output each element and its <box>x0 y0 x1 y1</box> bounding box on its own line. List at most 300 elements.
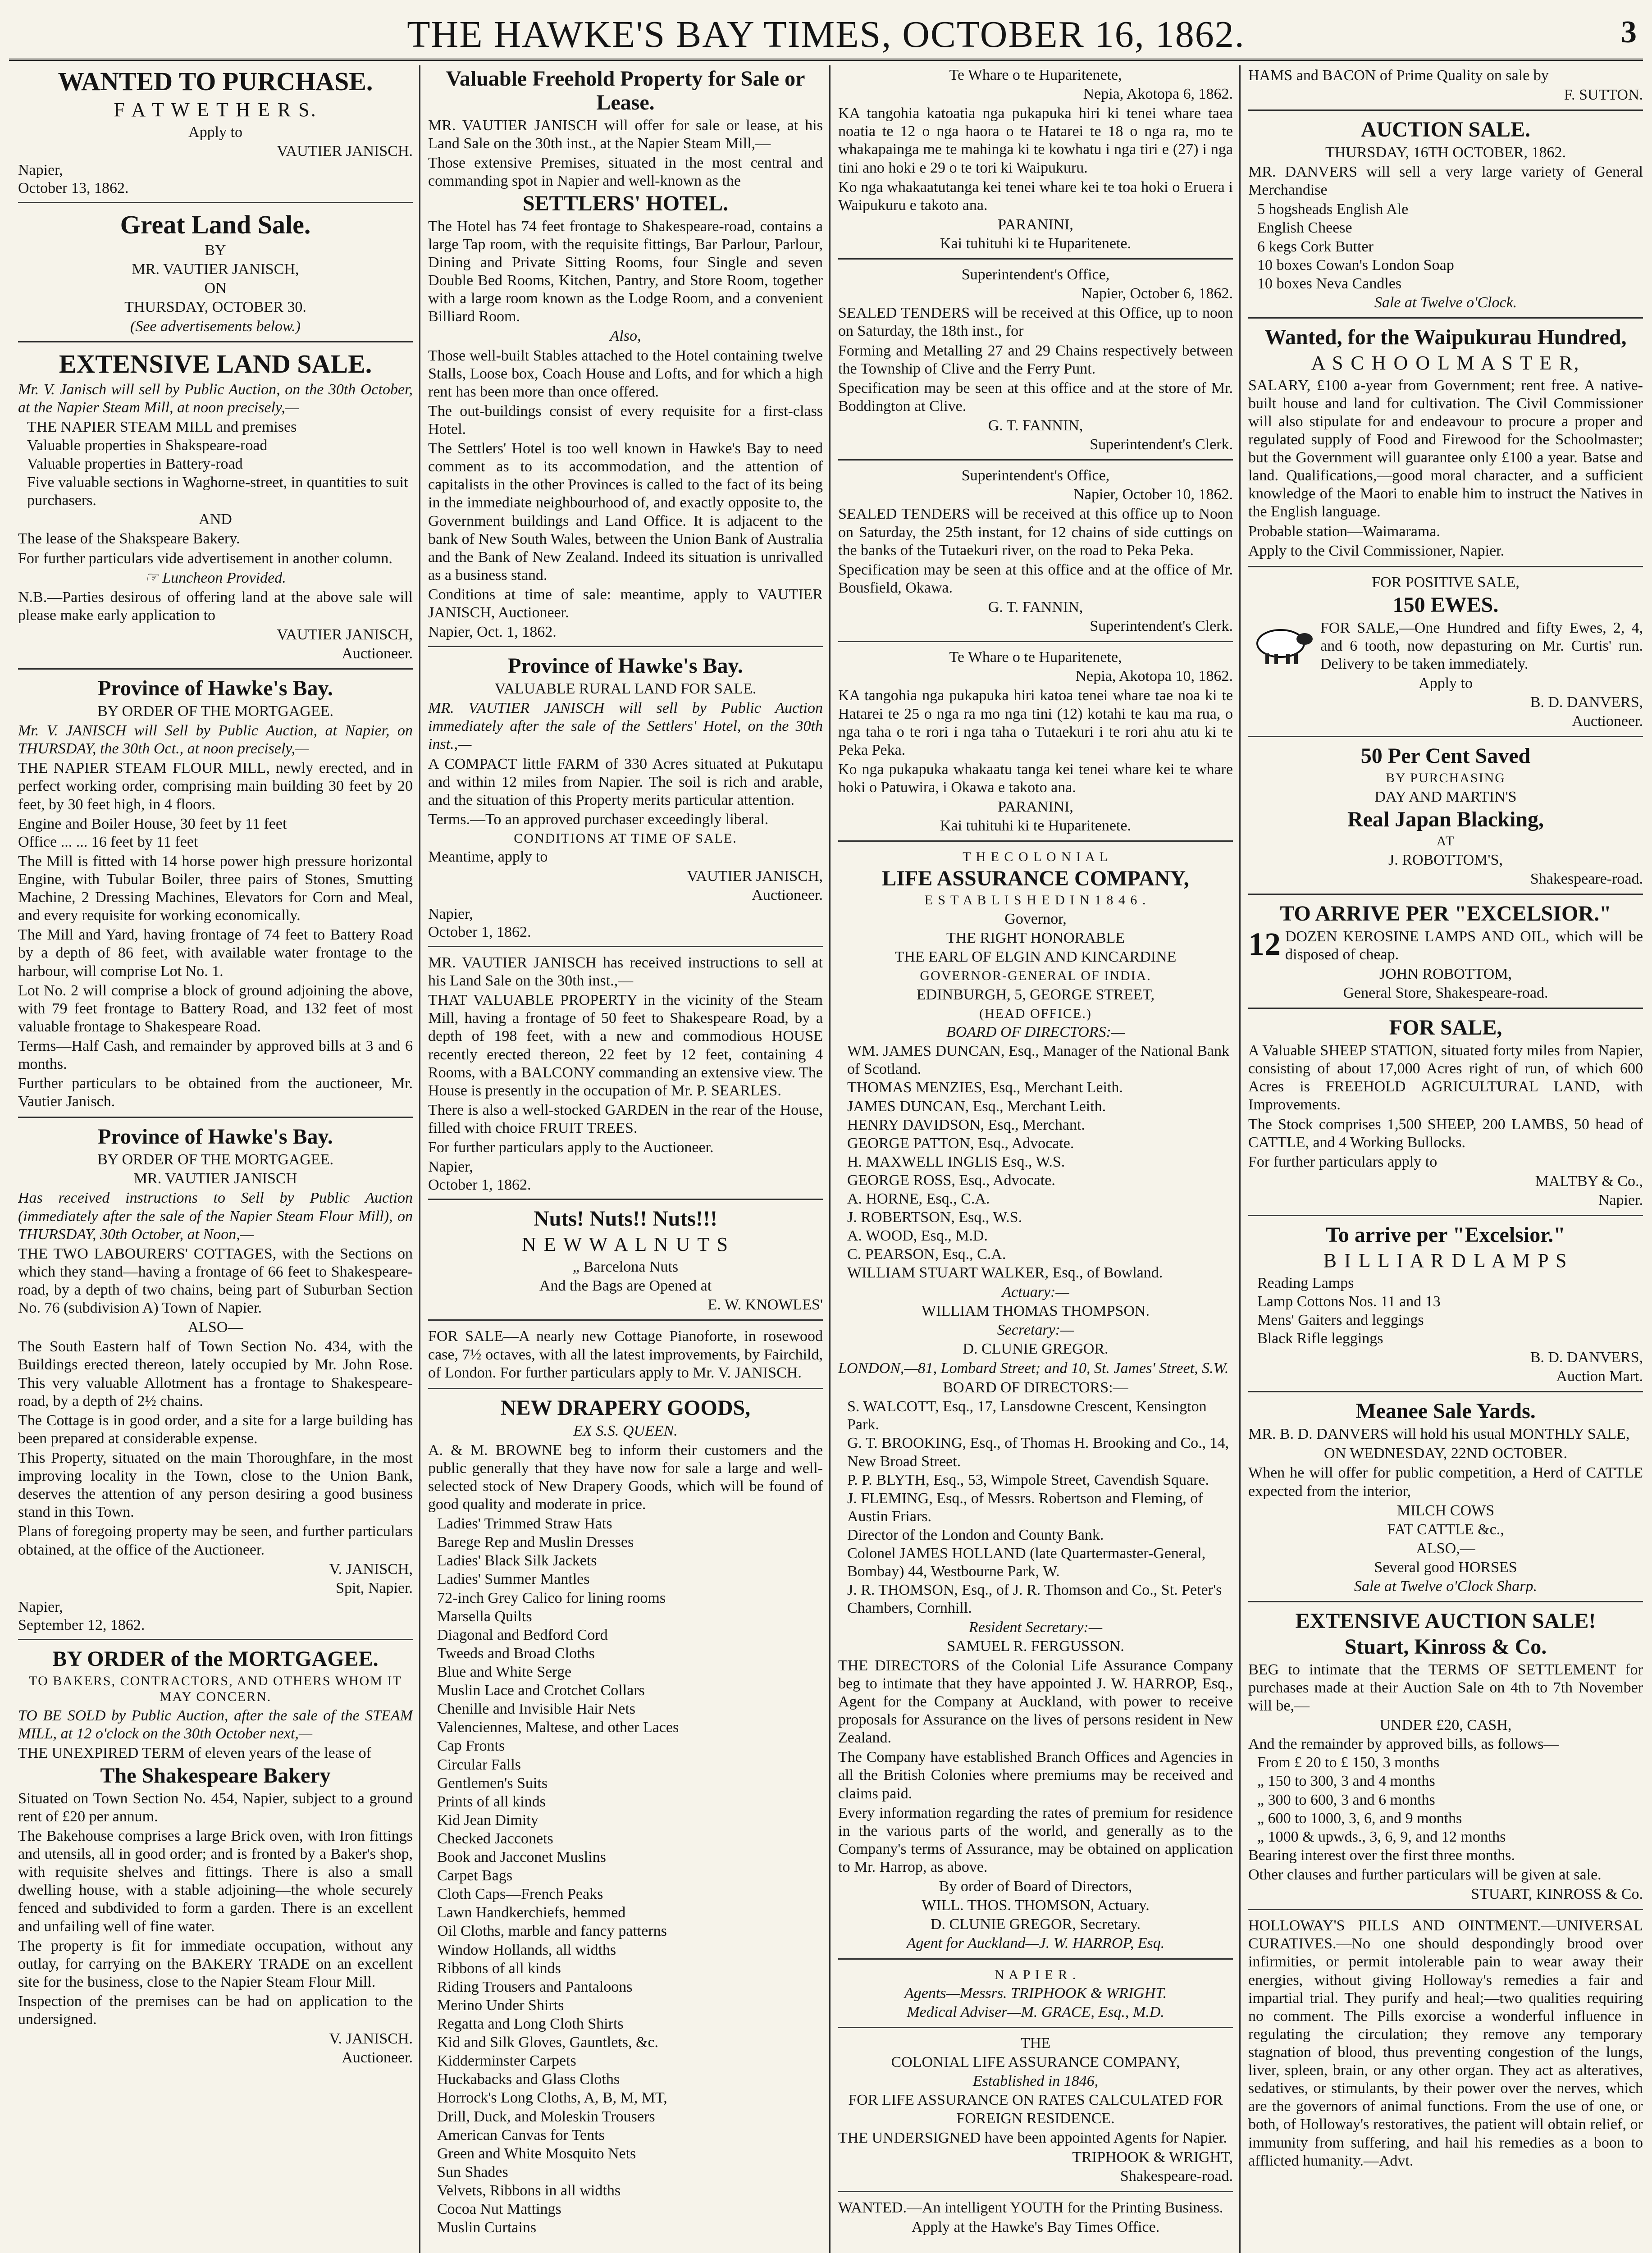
ad-text: MILCH COWS <box>1396 1502 1495 1519</box>
ad-text: Apply to <box>188 123 242 141</box>
ad-text: THE TWO LABOURERS' COTTAGES, with the Sections on which they stand—having a frontage of 66 feet to Shakespeare-road, by a depth of two chains, being part of Suburban Section No. 76 (subdivision A) Town of Napier. <box>18 1245 413 1317</box>
list-item: 6 kegs Cork Butter <box>1257 238 1374 255</box>
ad-heading: WANTED TO PURCHASE. <box>58 67 373 96</box>
ad-signature: STUART, KINROSS & Co. <box>1471 1886 1643 1903</box>
list-item: Valuable properties in Battery-road <box>27 456 243 472</box>
ad-signature: MALTBY & Co., <box>1535 1172 1643 1190</box>
ad-date: THURSDAY, OCTOBER 30. <box>124 299 306 316</box>
ad-text: DOZEN KEROSINE LAMPS AND OIL, which will be disposed of cheap. <box>1285 928 1643 963</box>
ad-text: Lot No. 2 will comprise a block of ground adjoining the above, with 79 feet frontage to Battery Road, and 132 feet of most valuable frontage to Shakespeare Road. <box>18 982 413 1035</box>
ad-role: Spit, Napier. <box>336 1579 413 1596</box>
ad-colonial-life <box>838 847 1233 1959</box>
ad-text: Apply at the Hawke's Bay Times Office. <box>911 2219 1160 2236</box>
list-item: 72-inch Grey Calico for lining rooms <box>437 1589 666 1606</box>
list-item: Five valuable sections in Waghorne-street, in quantities to suit purchasers. <box>27 474 408 509</box>
list-item: Window Hollands, all widths <box>437 1941 616 1958</box>
ad-text: HAMS and BACON of Prime Quality on sale by <box>1248 67 1549 84</box>
ad-date: October 13, 1862. <box>18 180 129 197</box>
ad-date: October 1, 1862. <box>428 1177 531 1194</box>
ad-role: Auctioneer. <box>342 2049 413 2066</box>
ad-ewes <box>1248 573 1643 738</box>
ad-list <box>1248 1274 1643 1348</box>
list-item: Riding Trousers and Pantaloons <box>437 1978 633 1995</box>
list-item: Director of the London and County Bank. <box>847 1527 1104 1544</box>
ad-subheading: FOR POSITIVE SALE, <box>1372 574 1520 591</box>
ad-text: Situated on Town Section No. 454, Napier, subject to a ground rent of £20 per annum. <box>18 1790 413 1825</box>
ad-subheading: TO BAKERS, CONTRACTORS, AND OTHERS WHOM IT MAY CONCERN. <box>29 1673 402 1705</box>
ad-role: Auctioneer. <box>752 886 823 903</box>
ad-text: ON <box>204 280 227 297</box>
list-item: G. T. BROOKING, Esq., of Thomas H. Brooking and Co., 14, New Broad Street. <box>847 1435 1229 1470</box>
ad-napier-agents <box>838 1965 1233 2029</box>
ad-text: E S T A B L I S H E D I N 1 8 4 6 . <box>924 893 1147 908</box>
ad-text: The out-buildings consist of every requisite for a first-class Hotel. <box>428 402 823 438</box>
ad-signature: F. SUTTON. <box>1564 87 1643 104</box>
ad-date: Napier, Oct. 1, 1862. <box>428 624 557 641</box>
ad-heading: Meanee Sale Yards. <box>1355 1399 1536 1423</box>
list-item: Checked Jacconets <box>437 1830 553 1847</box>
ad-text: For further particulars apply to <box>1248 1153 1438 1170</box>
ad-excelsior-lamps <box>1248 900 1643 1009</box>
ad-text: Bearing interest over the first three months. <box>1248 1847 1515 1864</box>
ad-signature: PARANINI, <box>998 798 1073 816</box>
ad-date: THURSDAY, 16TH OCTOBER, 1862. <box>1325 144 1566 161</box>
list-item: JAMES DUNCAN, Esq., Merchant Leith. <box>847 1098 1106 1115</box>
ad-place: Napier, <box>18 1598 63 1615</box>
page-number: 3 <box>1621 15 1637 50</box>
ad-text: SAMUEL R. FERGUSSON. <box>947 1637 1124 1655</box>
ad-text: TO BE SOLD by Public Auction, after the sale of the STEAM MILL, at 12 o'clock on the 30th October next,— <box>18 1707 413 1742</box>
ad-piano <box>428 1326 823 1389</box>
ad-text: D. CLUNIE GREGOR. <box>963 1340 1109 1357</box>
list-item: Carpet Bags <box>437 1867 513 1884</box>
list-item: Velvets, Ribbons in all widths <box>437 2182 621 2199</box>
ad-text: GOVERNOR-GENERAL OF INDIA. <box>920 968 1151 984</box>
list-item: Cloth Caps—French Peaks <box>437 1886 603 1903</box>
ad-place: Shakespeare-road. <box>1530 870 1643 887</box>
list-item: Muslin Lace and Crotchet Collars <box>437 1682 645 1699</box>
ad-heading: Province of Hawke's Bay. <box>98 1125 333 1149</box>
list-item: Sun Shades <box>437 2163 508 2180</box>
list-item: J. FLEMING, Esq., of Messrs. Robertson and Fleming, of Austin Friars. <box>847 1490 1203 1525</box>
ad-tenders-1 <box>838 265 1233 461</box>
list-item: 5 hogsheads English Ale <box>1257 201 1409 218</box>
ad-place: Auction Mart. <box>1556 1368 1643 1385</box>
ad-text: FOR LIFE ASSURANCE ON RATES CALCULATED FOR FOREIGN RESIDENCE. <box>848 2092 1223 2127</box>
ad-text: FAT CATTLE &c., <box>1387 1521 1504 1538</box>
list-item: Colonel JAMES HOLLAND (late Quartermaster-General, Bombay) 44, Westbourne Park, W. <box>847 1545 1206 1580</box>
list-item: Diagonal and Bedford Cord <box>437 1626 608 1643</box>
list-item: Merino Under Shirts <box>437 1997 564 2014</box>
ad-text: And the Bags are Opened at <box>539 1277 712 1295</box>
ad-text: Ko nga pukapuka whakaatu tanga kei tenei whare kei te whare hoki o Patuwira, i Okawa e takoto ana. <box>838 761 1233 796</box>
ad-heading: Valuable Freehold Property for Sale or Lease. <box>446 67 805 114</box>
ad-subheading: BY ORDER OF THE MORTGAGEE. <box>97 703 334 720</box>
ad-text: Engine and Boiler House, 30 feet by 11 feet <box>18 815 287 832</box>
list-item: Chenille and Invisible Hair Nets <box>437 1701 636 1718</box>
quantity-number: 12 <box>1248 926 1281 962</box>
london-directors-list <box>838 1398 1233 1617</box>
ad-rural-land <box>428 652 823 947</box>
luncheon-line <box>18 569 413 587</box>
list-item: 10 boxes Cowan's London Soap <box>1257 256 1454 274</box>
ad-text: ALSO,— <box>1416 1540 1475 1557</box>
ad-subheading: BY ORDER OF THE MORTGAGEE. <box>97 1151 334 1168</box>
list-item: Prints of all kinds <box>437 1793 546 1810</box>
ad-signature: G. T. FANNIN, <box>988 598 1083 616</box>
ad-text: Terms.—To an approved purchaser exceedingly liberal. <box>428 811 769 828</box>
ad-date: September 12, 1862. <box>18 1616 145 1633</box>
ad-text: CONDITIONS AT TIME OF SALE. <box>514 831 737 846</box>
ad-tenders-2 <box>838 466 1233 642</box>
ad-wanted-to-purchase <box>18 65 413 203</box>
ad-text: Agents—Messrs. TRIPHOOK & WRIGHT. <box>904 1984 1167 2002</box>
list-item: Gentlemen's Suits <box>437 1774 548 1792</box>
ad-maori-notice-1 <box>838 65 1233 260</box>
ad-text: Probable station—Waimarama. <box>1248 523 1440 540</box>
ad-text: MR. VAUTIER JANISCH <box>133 1170 297 1187</box>
ad-signature: VAUTIER JANISCH. <box>277 142 413 160</box>
ad-heading: Province of Hawke's Bay. <box>508 654 743 678</box>
ad-text: HOLLOWAY'S PILLS AND OINTMENT.—UNIVERSAL CURATIVES.—No one should despondingly brood over infirmities, or permit intolerable pain to wear away their energies, without giving Holloway's remedies a fair and impartial trial. They purify and heal;—two qualities requiring no comment. The Pills exorcise a wonderful influence in regulating the circulation; they remove any temporary stagnation of blood, thus preventing congestion of the lungs, liver, spleen, brain, or any other organ. They act as alteratives, sedatives, or stimulants, by their power over the nerves, which are the governors of animal functions. From the use of one, or both, of Holloway's restoratives, the patient will obtain relief, or immunity from suffering, and hail his remedies as a boon to afflicted humanity.—Advt. <box>1248 1917 1643 2169</box>
ad-text: MR. VAUTIER JANISCH has received instructions to sell at his Land Sale on the 30th inst.,— <box>428 954 823 990</box>
ad-text: For further particulars apply to the Auctioneer. <box>428 1139 714 1156</box>
ad-text: THE EARL OF ELGIN AND KINCARDINE <box>894 949 1177 966</box>
drapery-list <box>428 1515 823 2237</box>
ad-colonial-life-2 <box>838 2034 1233 2192</box>
ad-text: KA tangohia nga pukapuka hiri katoa tenei whare tae noa ki te Hatarei te 25 o nga ra mo nga tini (12) kotahi te kau ma rua, o nga taha o te rori i nga taha o Tutaekuri i te rori ahu atu ki te Peka Peka. <box>838 687 1233 758</box>
ad-place: Napier, <box>428 905 473 922</box>
list-item: Mens' Gaiters and leggings <box>1257 1312 1424 1328</box>
list-item: Regatta and Long Cloth Shirts <box>437 2016 624 2033</box>
list-item: WM. JAMES DUNCAN, Esq., Manager of the National Bank of Scotland. <box>847 1043 1229 1078</box>
ad-stuart-kinross <box>1248 1608 1643 1910</box>
ad-text: Te Whare o te Huparitenete, <box>949 67 1122 83</box>
ad-text: BY <box>205 242 226 259</box>
ad-wanted-youth <box>838 2198 1233 2242</box>
ad-text: Several good HORSES <box>1374 1559 1517 1576</box>
ad-sheep-station <box>1248 1014 1643 1216</box>
ad-text: MR. DANVERS will sell a very large variety of General Merchandise <box>1248 164 1643 199</box>
list-item: Huckabacks and Glass Cloths <box>437 2071 620 2088</box>
ad-place: Napier, <box>428 1158 473 1176</box>
ad-text: Those well-built Stables attached to the Hotel containing twelve Stalls, Loose box, Coach House and Lofts, and for which a high rent has been more than once offered. <box>428 347 823 400</box>
column-1 <box>18 65 413 2253</box>
list-item: Marsella Quilts <box>437 1608 532 1625</box>
ad-text: WANTED.—An intelligent YOUTH for the Printing Business. <box>838 2199 1223 2217</box>
ad-list <box>18 418 413 510</box>
list-item: THE NAPIER STEAM MILL and premises <box>27 418 297 435</box>
ad-text: The Company have established Branch Offices and Agencies in all the British Colonies where premiums may be received and claims paid. <box>838 1749 1233 1802</box>
ad-text: When he will offer for public competition, a Herd of CATTLE expected from the interior, <box>1248 1464 1643 1500</box>
ad-text: The property is fit for immediate occupation, without any outlay, for carrying on the BAKERY TRADE on an excellent site for the business, close to the Napier Steam Flour Mill. <box>18 1937 413 1990</box>
list-item: 10 boxes Neva Candles <box>1257 275 1402 292</box>
list-item: HENRY DAVIDSON, Esq., Merchant. <box>847 1116 1085 1133</box>
masthead <box>9 5 1643 61</box>
ad-text: N.B.—Parties desirous of offering land at the above sale will please make early application to <box>18 588 413 624</box>
ad-signature: B. D. DANVERS, <box>1530 694 1643 711</box>
ad-text: Governor, <box>1004 910 1067 927</box>
ad-role: Superintendent's Clerk. <box>1090 618 1233 635</box>
list-item: „ 600 to 1000, 3, 6, and 9 months <box>1257 1810 1462 1827</box>
ad-text: Te Whare o te Huparitenete, <box>949 649 1122 666</box>
ad-text: Apply to the Civil Commissioner, Napier. <box>1248 542 1505 559</box>
ad-signature: TRIPHOOK & WRIGHT, <box>1072 2148 1233 2166</box>
ad-text: THE NAPIER STEAM FLOUR MILL, newly erected, and in perfect working order, comprising main building 30 feet by 20 feet, by 30 feet high, in 4 floors. <box>18 760 413 813</box>
ad-text: The lease of the Shakspeare Bakery. <box>18 530 240 547</box>
ad-text: FOR SALE—A nearly new Cottage Pianoforte, in rosewood case, 7½ octaves, with all the latest improvements, by Fairchild, of London. For further particulars apply to Mr. V. JANISCH. <box>428 1328 823 1381</box>
ad-place: General Store, Shakespeare-road. <box>1343 985 1548 1002</box>
ad-text: A Valuable SHEEP STATION, situated forty miles from Napier, consisting of about 17,000 Acres right of run, of which 600 Acres is FREEHOLD AGRICULTURAL LAND, with Improvements. <box>1248 1042 1643 1113</box>
ad-new-drapery <box>428 1395 823 2242</box>
ad-freehold-property <box>428 65 823 647</box>
ad-date: Nepia, Akotopa 10, 1862. <box>1075 668 1233 685</box>
list-item: Ladies' Black Silk Jackets <box>437 1552 597 1569</box>
ad-role: Kai tuhituhi ki te Huparitenete. <box>940 235 1131 252</box>
ad-auction-sale <box>1248 116 1643 319</box>
ad-date: ON WEDNESDAY, 22ND OCTOBER. <box>1324 1445 1567 1462</box>
ad-text: Office ... ... 16 feet by 11 feet <box>18 833 198 850</box>
ad-text: T H E C O L O N I A L <box>963 849 1109 865</box>
list-item: Valuable properties in Shakspeare-road <box>27 437 268 454</box>
ad-blacking <box>1248 743 1643 895</box>
ad-text: The Hotel has 74 feet frontage to Shakespeare-road, contains a large Tap room, with the requisite fittings, Bar Parlour, Parlour, Dining and Private Sitting Rooms, four Single and seven Double Bed Rooms, Kitchen, Pantry, and Store Room, together with a large room known as the Lodge Room, and a convenient Billiard Room. <box>428 218 823 325</box>
ad-text: Luncheon Provided. <box>162 569 286 586</box>
list-item: Kid Jean Dimity <box>437 1811 538 1829</box>
ad-meanee-yards <box>1248 1398 1643 1602</box>
ad-valuable-property <box>428 953 823 1200</box>
ad-lead: N E W W A L N U T S <box>521 1233 729 1256</box>
ad-text: The Mill and Yard, having frontage of 74 feet to Battery Road by a depth of 86 feet, with available water frontage to the harbour, will comprise Lot No. 1. <box>18 926 413 980</box>
list-item: A. HORNE, Esq., C.A. <box>847 1190 990 1208</box>
ad-text: The Bakehouse comprises a large Brick oven, with Iron fittings and utensils, all in good order; and is fronted by a Baker's shop, with requisite shelves and fittings. There is also a small dwelling house, with a stable adjoining—the whole securely fenced and subdivided to form a garden. There is an excellent and unfailing well of fine water. <box>18 1827 413 1935</box>
list-item: J. ROBERTSON, Esq., W.S. <box>847 1209 1022 1226</box>
ad-text: BY PURCHASING <box>1386 771 1506 786</box>
ad-text: WILLIAM THOMAS THOMPSON. <box>922 1302 1150 1319</box>
ad-text: And the remainder by approved bills, as follows— <box>1248 1736 1559 1753</box>
ad-maori-notice-2 <box>838 648 1233 842</box>
ad-text: „ Barcelona Nuts <box>572 1259 679 1276</box>
ad-heading: EXTENSIVE LAND SALE. <box>59 349 372 379</box>
ad-text: Mr. V. Janisch will sell by Public Auction, on the 30th October, at the Napier Steam Mill, at noon precisely,— <box>18 381 413 416</box>
ad-role: Auctioneer. <box>342 645 413 662</box>
newspaper-title: THE HAWKE'S BAY TIMES, OCTOBER 16, 1862. <box>407 14 1245 55</box>
ad-date: Napier, October 6, 1862. <box>1081 285 1233 302</box>
list-item: Valenciennes, Maltese, and other Laces <box>437 1719 679 1736</box>
ad-text: The Cottage is in good order, and a site for a large building has been prepared at considerable expense. <box>18 1412 413 1447</box>
column-separator <box>419 65 420 2253</box>
ad-role: Superintendent's Clerk. <box>1090 436 1233 453</box>
column-2 <box>428 65 823 2253</box>
ad-text: THE DIRECTORS of the Colonial Life Assurance Company beg to intimate that they have appointed J. W. HARROP, Esq., Agent for the Company at Auckland, with power to receive proposals for Assurance on the lives of persons resident in New Zealand. <box>838 1657 1233 1747</box>
ad-heading: Great Land Sale. <box>120 210 311 240</box>
ad-text: For further particulars vide advertisement in another column. <box>18 550 392 567</box>
ad-heading: FOR SALE, <box>1389 1016 1502 1040</box>
ad-signature: G. T. FANNIN, <box>988 417 1083 434</box>
ad-subheading: BOARD OF DIRECTORS:— <box>946 1024 1125 1041</box>
ad-text: THE <box>1020 2035 1051 2052</box>
ad-heading: NEW DRAPERY GOODS, <box>500 1396 751 1420</box>
list-item: Blue and White Serge <box>437 1663 572 1680</box>
list-item: S. WALCOTT, Esq., 17, Lansdowne Crescent, Kensington Park. <box>847 1398 1207 1433</box>
ad-date: Napier, October 10, 1862. <box>1073 486 1233 503</box>
ad-signature: WILL. THOS. THOMSON, Actuary. <box>922 1897 1150 1914</box>
ad-heading: To arrive per "Excelsior." <box>1326 1223 1565 1247</box>
list-item: Black Rifle leggings <box>1257 1330 1383 1347</box>
list-item: American Canvas for Tents <box>437 2126 605 2144</box>
ad-text: This Property, situated on the main Thoroughfare, in the most improving locality in the Town, close to the Union Bank, deserves the attention of any person desiring a good business stand in this Town. <box>18 1449 413 1521</box>
list-item: P. P. BLYTH, Esq., 53, Wimpole Street, Cavendish Square. <box>847 1471 1209 1488</box>
ad-text: Resident Secretary:— <box>968 1619 1103 1636</box>
ad-text: Further particulars to be obtained from the auctioneer, Mr. Vautier Janisch. <box>18 1075 413 1110</box>
ad-text: THE UNDERSIGNED have been appointed Agents for Napier. <box>838 2129 1228 2146</box>
ad-extensive-land-sale <box>18 348 413 670</box>
ad-place: Shakespeare-road. <box>1120 2167 1233 2185</box>
ad-text: The Stock comprises 1,500 SHEEP, 200 LAMBS, 50 head of CATTLE, and 4 Working Bullocks. <box>1248 1116 1643 1151</box>
ad-role: Auctioneer. <box>1572 713 1643 730</box>
ad-heading: Province of Hawke's Bay. <box>98 676 333 701</box>
list-item: Ladies' Summer Mantles <box>437 1571 590 1588</box>
ad-text: Agent for Auckland—J. W. HARROP, Esq. <box>906 1935 1165 1952</box>
ad-lead: A S C H O O L M A S T E R, <box>1311 351 1580 374</box>
ad-text: AND <box>199 511 232 528</box>
ad-place: Napier, <box>18 162 63 179</box>
ad-text: The Mill is fitted with 14 horse power high pressure horizontal Engine, with Tubular Boiler, three pairs of Stones, Smutting Machine, 2 Dressing Machines, Elevators for Corn and Meal, and every requisite for working economically. <box>18 853 413 924</box>
list-item: Barege Rep and Muslin Dresses <box>437 1534 634 1551</box>
ad-text: FOR SALE,—One Hundred and fifty Ewes, 2, 4, and 6 tooth, now depasturing on Mr. Curtis' run. Delivery to be taken immediately. <box>1320 619 1643 672</box>
list-item: WILLIAM STUART WALKER, Esq., of Bowland. <box>847 1264 1163 1282</box>
list-item: Cocoa Nut Mattings <box>437 2201 561 2218</box>
list-item: Oil Cloths, marble and fancy patterns <box>437 1923 667 1940</box>
list-item: Lamp Cottons Nos. 11 and 13 <box>1257 1293 1441 1310</box>
list-item: H. MAXWELL INGLIS Esq., W.S. <box>847 1153 1065 1170</box>
ad-signature: VAUTIER JANISCH, <box>687 867 823 885</box>
ad-text: (HEAD OFFICE.) <box>979 1006 1092 1021</box>
ad-text: Actuary:— <box>1002 1283 1069 1300</box>
ad-signature: VAUTIER JANISCH, <box>277 626 413 643</box>
ad-note: Sale at Twelve o'Clock. <box>1374 294 1517 311</box>
ad-province-mill <box>18 675 413 1118</box>
ad-text: Mr. V. JANISCH will Sell by Public Auction, at Napier, on THURSDAY, the 30th Oct., at noon precisely,— <box>18 722 413 757</box>
ad-text: KA tangohia katoatia nga pukapuka hiri ki tenei whare taea noatia te 12 o nga haora o te Hatarei te 18 o nga ra, mo te whakapainga me te mahinga ki te kowhatu i nga tiri e (27) i nga tini ano hoki e 29 o te tori ki Waipukuru. <box>838 105 1233 176</box>
list-item: GEORGE PATTON, Esq., Advocate. <box>847 1135 1074 1152</box>
ad-heading: TO ARRIVE PER "EXCELSIOR." <box>1280 902 1611 926</box>
ad-text: The South Eastern half of Town Section No. 434, with the Buildings erected thereon, lately occupied by Mr. John Rose. This very valuable Allotment has a frontage to Shakespeare-road, by a depth of 2½ chains. <box>18 1338 413 1409</box>
ad-text: Specification may be seen at this office and at the office of Mr. Bousfield, Okawa. <box>838 561 1233 596</box>
ad-heading: EXTENSIVE AUCTION SALE! <box>1295 1609 1596 1633</box>
list-item: „ 150 to 300, 3 and 4 months <box>1257 1773 1435 1790</box>
ad-billiard-lamps <box>1248 1222 1643 1392</box>
ad-text: MR. VAUTIER JANISCH, <box>132 261 299 278</box>
ad-subheading: VALUABLE RURAL LAND FOR SALE. <box>494 680 757 698</box>
ad-great-land-sale <box>18 209 413 342</box>
ad-text: Ko nga whakaatutanga kei tenei whare kei te toa hoki o Eruera i Waipukuru e takoto ana. <box>838 178 1233 214</box>
column-separator <box>1239 65 1241 2253</box>
ad-subheading: Stuart, Kinross & Co. <box>1344 1635 1547 1659</box>
ad-text: A COMPACT little FARM of 330 Acres situated at Pukutapu and within 12 miles from Napier. The soil is rich and arable, and the situation of this Property merits particular attention. <box>428 755 823 808</box>
ad-note: Sale at Twelve o'Clock Sharp. <box>1354 1578 1538 1595</box>
ad-text: SALARY, £100 a-year from Government; rent free. A native-built house and land for cultivation. The Civil Commissioner will also stipulate for and endeavour to procure a proper and regulated supply of Food and Firewood for the Schoolmaster; but the Government will guarantee only £100 a year. Batse and land. Qualifications,—good moral character, and a sufficient knowledge of the Maori to enable him to instruct the Natives in the English language. <box>1248 377 1643 520</box>
ad-heading: Nuts! Nuts!! Nuts!!! <box>534 1207 717 1231</box>
ad-text: DAY AND MARTIN'S <box>1374 788 1517 805</box>
ad-text: Terms—Half Cash, and remainder by approved bills at 3 and 6 months. <box>18 1037 413 1073</box>
ad-text: Forming and Metalling 27 and 29 Chains respectively between the Township of Clive and the Ferry Punt. <box>838 342 1233 377</box>
ad-note: (See advertisements below.) <box>130 318 301 335</box>
ad-heading: LIFE ASSURANCE COMPANY, <box>882 866 1189 890</box>
ad-text: A. & M. BROWNE beg to inform their customers and the public generally that they have now for sale a large and well-selected stock of New Drapery Goods, which will be found of good quality and moderate in price. <box>428 1441 823 1513</box>
ad-signature: JOHN ROBOTTOM, <box>1379 966 1512 983</box>
ad-heading: Real Japan Blacking, <box>1347 807 1544 831</box>
ad-text: MR. B. D. DANVERS will hold his usual MONTHLY SALE, <box>1248 1426 1630 1443</box>
ad-text: Other clauses and further particulars will be given at sale. <box>1248 1866 1602 1884</box>
ad-signature: V. JANISCH, <box>329 1560 413 1578</box>
list-item: A. WOOD, Esq., M.D. <box>847 1227 988 1245</box>
list-item: Ladies' Trimmed Straw Hats <box>437 1515 612 1532</box>
ad-text: SEALED TENDERS will be received at this office up to Noon on Saturday, the 25th instant, for 12 chains of side cuttings on the banks of the Tutaekuri river, on the road to Peka Peka. <box>838 506 1233 559</box>
ad-text: Superintendent's Office, <box>961 467 1110 484</box>
list-item: „ 1000 & upwds., 3, 6, 9, and 12 months <box>1257 1828 1506 1845</box>
ad-text: MR. VAUTIER JANISCH will sell by Public Auction immediately after the sale of the Settlers' Hotel, on the 30th inst.,— <box>428 700 823 753</box>
ad-text: Conditions at time of sale: meantime, apply to VAUTIER JANISCH, Auctioneer. <box>428 586 823 621</box>
ad-text: Inspection of the premises can be had on application to the undersigned. <box>18 1993 413 2028</box>
ad-text: Meantime, apply to <box>428 848 548 866</box>
ad-subheading: BOARD OF DIRECTORS:— <box>943 1379 1128 1396</box>
list-item: Ribbons of all kinds <box>437 1960 561 1977</box>
ad-text: Secretary:— <box>997 1321 1074 1338</box>
list-item: Circular Falls <box>437 1756 521 1773</box>
ad-text: THE UNEXPIRED TERM of eleven years of the lease of <box>18 1744 371 1761</box>
column-3 <box>838 65 1233 2253</box>
ad-text: ALSO— <box>187 1319 243 1336</box>
ad-heading: The Shakespeare Bakery <box>100 1763 331 1788</box>
ad-list <box>1248 201 1643 293</box>
ad-signature: V. JANISCH. <box>329 2030 413 2048</box>
ad-signature: E. W. KNOWLES' <box>707 1296 823 1313</box>
ad-text: EDINBURGH, 5, GEORGE STREET, <box>916 986 1155 1003</box>
list-item: THOMAS MENZIES, Esq., Merchant Leith. <box>847 1079 1123 1096</box>
ad-text: BEG to intimate that the TERMS OF SETTLEMENT for purchases made at their Auction Sale on 4th to 7th November will be,— <box>1248 1661 1643 1715</box>
list-item: Kidderminster Carpets <box>437 2052 576 2070</box>
ad-place: Napier. <box>1598 1191 1643 1209</box>
ad-heading: AUCTION SALE. <box>1360 118 1531 142</box>
ad-text: Specification may be seen at this office and at the store of Mr. Boddington at Clive. <box>838 379 1233 415</box>
ad-hams-bacon <box>1248 65 1643 111</box>
ad-signature: J. ROBOTTOM'S, <box>1388 851 1503 868</box>
list-item: J. R. THOMSON, Esq., of J. R. Thomson and Co., St. Peter's Chambers, Cornhill. <box>847 1582 1222 1617</box>
column-separator <box>829 65 831 2253</box>
ad-heading: Wanted, for the Waipukurau Hundred, <box>1264 325 1627 349</box>
ad-text: Superintendent's Office, <box>961 266 1110 283</box>
ad-signature: PARANINI, <box>998 216 1073 233</box>
ad-heading: N A P I E R . <box>994 1967 1077 1982</box>
ad-text: THE RIGHT HONORABLE <box>946 929 1125 946</box>
list-item: Reading Lamps <box>1257 1274 1354 1291</box>
list-item: Lawn Handkerchiefs, hemmed <box>437 1904 626 1921</box>
ad-text: Has received instructions to Sell by Public Auction (immediately after the sale of the Napier Steam Flour Mill), on THURSDAY, 30th October, at Noon,— <box>18 1190 413 1243</box>
ad-holloway <box>1248 1916 1643 2176</box>
list-item: Horrock's Long Cloths, A, B, M, MT, <box>437 2089 667 2107</box>
ad-text: MR. VAUTIER JANISCH will offer for sale or lease, at his Land Sale on the 30th inst., at the Napier Steam Mill,— <box>428 117 823 152</box>
ad-text: SEALED TENDERS will be received at this Office, up to noon on Saturday, the 18th inst., for <box>838 305 1233 340</box>
ad-text: Established in 1846, <box>972 2073 1099 2090</box>
ad-order-of-mortgagee <box>18 1646 413 2072</box>
ad-text: Plans of foregoing property may be seen, and further particulars obtained, at the office of the Auctioneer. <box>18 1523 413 1558</box>
ad-role: Kai tuhituhi ki te Huparitenete. <box>940 817 1131 835</box>
ad-text: THAT VALUABLE PROPERTY in the vicinity of the Steam Mill, having a frontage of 50 feet to Shakespeare Road, by a depth of 198 feet, with a new and commodious HOUSE recently erected thereon, 22 feet by 12 feet, containing 4 Rooms, with a BALCONY commanding an extensive view. The House is presently in the occupation of Mr. P. SEARLES. <box>428 992 823 1099</box>
ad-lead: B I L L I A R D L A M P S <box>1323 1249 1568 1272</box>
ad-heading: 50 Per Cent Saved <box>1360 744 1531 768</box>
ad-heading: 150 EWES. <box>1392 593 1499 617</box>
